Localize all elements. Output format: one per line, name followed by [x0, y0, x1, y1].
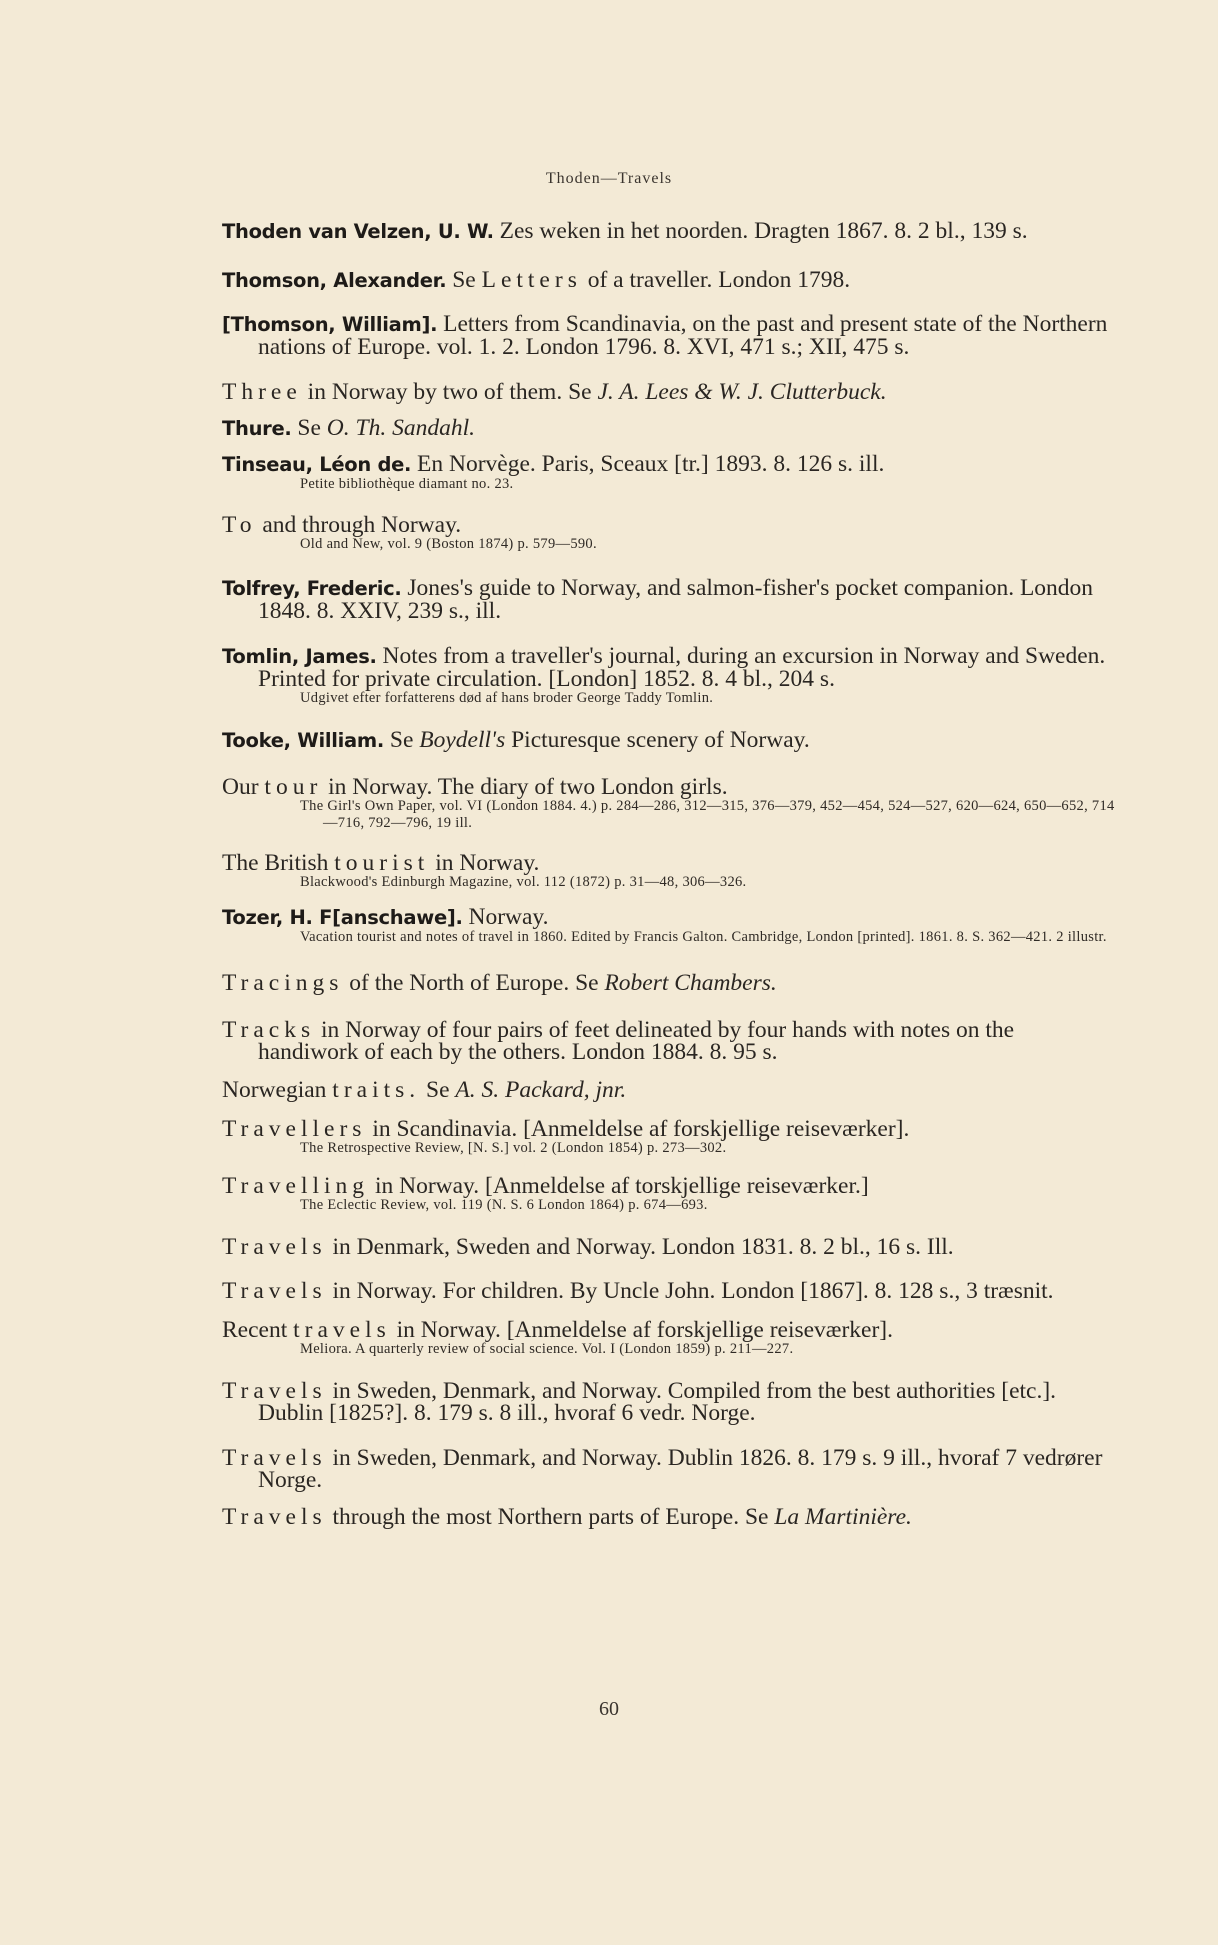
entry-text: Se: [420, 1077, 456, 1103]
list-item: [222, 1280, 1115, 1302]
list-item: [222, 1380, 1115, 1424]
list-item: [222, 577, 1115, 622]
entry-text: The British: [222, 850, 335, 876]
entry-text: of the North of Europe. Se: [343, 970, 605, 996]
entry-heading: Tinseau, Léon de.: [222, 453, 412, 476]
entry-note: Petite bibliothèque diamant no. 23.: [300, 476, 514, 492]
list-item: [222, 381, 1115, 403]
entry-spaced-word: Tracks: [222, 1017, 316, 1043]
entry-spaced-word: travels: [293, 1317, 391, 1343]
entry-note: Vacation tourist and notes of travel in 1860. Edited by Francis Galton. Cambridge, London [printed]. 1861. 8. S. 362—421. 2 illustr.: [300, 929, 1107, 945]
entry-italic-ref: Robert Chambers.: [604, 970, 777, 996]
entry-text: Se: [446, 267, 482, 293]
entry-text: in Norway of four pairs of feet delineated by four hands with notes on the handiwork of each by the others. London 1884. 8. 95 s.: [258, 1017, 1015, 1065]
entry-text: Norway.: [462, 904, 549, 930]
entry-italic-ref: Boydell's: [419, 727, 506, 753]
entry-note: The Retrospective Review, [N. S.] vol. 2 (London 1854) p. 273—302.: [300, 1140, 727, 1156]
entry-spaced-word: To: [222, 512, 257, 538]
list-item: [222, 269, 1115, 292]
entry-note: Meliora. A quarterly review of social science. Vol. I (London 1859) p. 211—227.: [300, 1341, 794, 1357]
entry-spaced-word: Travels: [222, 1504, 327, 1530]
entry-spaced-word: Travels: [222, 1445, 327, 1471]
list-item: [222, 1118, 1115, 1157]
entry-text: Our: [222, 774, 265, 800]
entry-text: in Sweden, Denmark, and Norway. Compiled from the best authorities [etc.]. Dublin [1825?]. 8. 179 s. 8 ill., hvoraf 6 vedr. Norge.: [258, 1378, 1057, 1426]
entry-text: in Norway. For children. By Uncle John. London [1867]. 8. 128 s., 3 træsnit.: [326, 1278, 1054, 1304]
entry-spaced-word: Travels: [222, 1378, 327, 1404]
entry-text: in Scandinavia. [Anmeldelse af forskjellige reiseværker].: [366, 1116, 910, 1142]
entry-note: Old and New, vol. 9 (Boston 1874) p. 579—590.: [300, 536, 597, 552]
entry-spaced-word: Travellers: [222, 1116, 367, 1142]
entry-italic-ref: O. Th. Sandahl.: [326, 415, 475, 441]
entry-text: in Denmark, Sweden and Norway. London 1831. 8. 2 bl., 16 s. Ill.: [326, 1234, 954, 1260]
entry-text: of a traveller. London 1798.: [581, 267, 851, 293]
entry-text: in Sweden, Denmark, and Norway. Dublin 1826. 8. 179 s. 9 ill., hvoraf 7 vedrører Norge.: [258, 1445, 1103, 1493]
list-item: [222, 1019, 1115, 1063]
entry-list: [222, 220, 1115, 1528]
entry-heading: Thoden van Velzen, U. W.: [222, 220, 494, 243]
entry-italic-ref: La Martinière.: [774, 1504, 912, 1530]
entry-spaced-word: traits.: [332, 1077, 421, 1103]
entry-text: Zes weken in het noorden. Dragten 1867. 8. 2 bl., 139 s.: [493, 218, 1028, 244]
list-item: [222, 514, 1115, 553]
page-number: 60: [599, 1698, 619, 1720]
list-item: [222, 220, 1115, 243]
entry-text: Se: [384, 727, 420, 753]
list-item: [222, 1079, 1115, 1101]
entry-note: Udgivet efter forfatterens død af hans broder George Taddy Tomlin.: [300, 690, 714, 706]
entry-text: in Norway. The diary of two London girls.: [322, 774, 728, 800]
list-item: [222, 972, 1115, 994]
entry-heading: Thomson, Alexander.: [222, 269, 447, 292]
entry-heading: Tomlin, James.: [222, 645, 377, 668]
entry-text: Norwegian: [222, 1077, 333, 1103]
entry-heading: Tozer, H. F[anschawe].: [222, 906, 463, 929]
list-item: [222, 1236, 1115, 1258]
entry-spaced-word: tour: [264, 774, 323, 800]
entry-spaced-word: Letters: [481, 267, 582, 293]
list-item: [222, 1447, 1115, 1491]
list-item: [222, 417, 1115, 440]
running-header: Thoden—Travels: [545, 170, 673, 187]
list-item: [222, 852, 1115, 891]
list-item: [222, 313, 1115, 358]
entry-spaced-word: Three: [222, 379, 302, 405]
entry-text: Jones's guide to Norway, and salmon-fisher's pocket companion. London 1848. 8. XXIV, 239 s., ill.: [258, 575, 1094, 624]
entry-heading: Thure.: [222, 417, 292, 440]
entry-text: Se: [291, 415, 327, 441]
list-item: [222, 776, 1115, 832]
entry-note: The Girl's Own Paper, vol. VI (London 1884. 4.) p. 284—286, 312—315, 376—379, 452—454, 524—527, 620—624, 650—652, 714—716, 792—796, 19 ill.: [300, 798, 1115, 831]
entry-note: Blackwood's Edinburgh Magazine, vol. 112 (1872) p. 31—48, 306—326.: [300, 874, 747, 890]
entry-text: in Norway.: [429, 850, 540, 876]
entry-spaced-word: Travels: [222, 1234, 327, 1260]
entry-italic-ref: J. A. Lees & W. J. Clutterbuck.: [597, 379, 887, 405]
list-item: [222, 729, 1115, 752]
entry-text: and through Norway.: [256, 512, 462, 538]
entry-text: Notes from a traveller's journal, during an excursion in Norway and Sweden. Printed for private circulation. [London] 1852. 8. 4 bl., 204 s.: [258, 643, 1106, 692]
entry-text: Picturesque scenery of Norway.: [505, 727, 810, 753]
list-item: [222, 645, 1115, 707]
entry-italic-ref: A. S. Packard, jnr.: [455, 1077, 627, 1103]
list-item: [222, 906, 1115, 946]
entry-text: in Norway. [Anmeldelse af torskjellige reiseværker.]: [369, 1173, 869, 1199]
entry-spaced-word: tourist: [334, 850, 430, 876]
entry-text: in Norway by two of them. Se: [301, 379, 598, 405]
entry-spaced-word: Tracings: [222, 970, 344, 996]
list-item: [222, 453, 1115, 493]
entry-heading: Tooke, William.: [222, 729, 385, 752]
entry-text: through the most Northern parts of Europe. Se: [326, 1504, 775, 1530]
entry-text: Letters from Scandinavia, on the past and present state of the Northern nations of Europe. vol. 1. 2. London 1796. 8. XVI, 471 s.; XII, 475 s.: [258, 311, 1108, 360]
entry-heading: [Thomson, William].: [222, 313, 438, 336]
list-item: [222, 1175, 1115, 1214]
entry-note: The Eclectic Review, vol. 119 (N. S. 6 London 1864) p. 674—693.: [300, 1197, 708, 1213]
entry-text: in Norway. [Anmeldelse af forskjellige reiseværker].: [390, 1317, 894, 1343]
entry-spaced-word: Travelling: [222, 1173, 370, 1199]
entry-text: Recent: [222, 1317, 294, 1343]
entry-text: En Norvège. Paris, Sceaux [tr.] 1893. 8. 126 s. ill.: [411, 451, 885, 477]
list-item: [222, 1506, 1115, 1528]
entry-heading: Tolfrey, Frederic.: [222, 577, 402, 600]
list-item: [222, 1319, 1115, 1358]
entry-spaced-word: Travels: [222, 1278, 327, 1304]
